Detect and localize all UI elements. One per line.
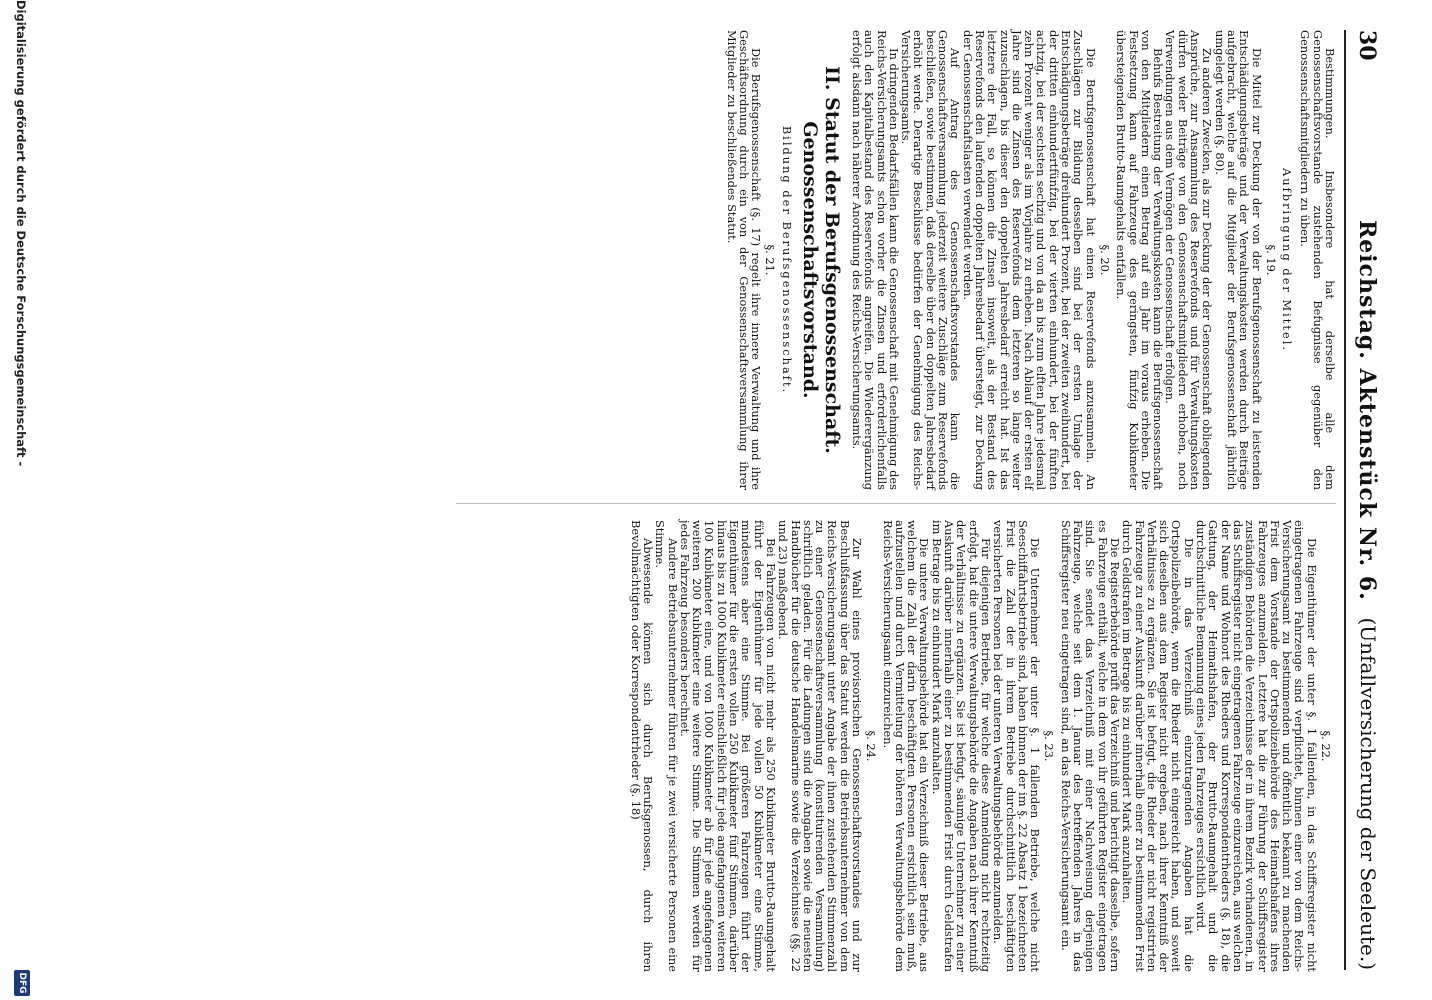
paragraph-number: §. 23.: [1042, 730, 1057, 762]
paragraph: Bei Fahrzeugen von nicht mehr als 250 Kubikmeter Brutto-Raumgehalt führt der Eigenthümer für jede vollen 50 Kubikmeter eine Stimme, mindestens aber eine Stimme. Bei größeren Fahrzeugen führt der Eigenthümer für die ersten vollen 250 Kubikmeter fünf Stimmen, darüber hinaus bis zu 1000 Kubikmeter einschließlich für jede angefangenen weiteren 100 Kubikmeter eine, und von 1000 Kubikmeter ab für jede angefangenen weiteren 200 Kubikmeter eine weitere Stimme. Die Stimmen werden für jedes Fahrzeug besonders berechnet.: [677, 520, 778, 972]
section-heading: Bildung der Berufsgenossenschaft.: [779, 125, 794, 395]
paragraph: Zur Wahl eines provisorischen Genossenschaftsvorstandes und zur Beschlußfassung über das Statut werden die Betriebsunternehmer von dem Reichs-Versicherungsamt unter Angabe der ihnen zustehenden Stimmenzahl zu einer Genossenschaftsversammlung (konstituirenden Versammlung) schriftlich geladen. Für die Ladungen sind die Angaben sowie die neuesten Handbücher für die deutsche Handelsmarine sowie die Verzeichnisse (§§. 22 und 23) maßgebend.: [776, 520, 865, 972]
chapter-heading: II. Statut der Berufsgenossenschaft. Genossenschaftsvorstand.: [798, 66, 843, 454]
paragraph: In dringenden Bedarfsfällen kann die Genossenschaft mit Genehmigung des Reichs-Versicherungsamts schon vorher die Zinsen und erforderlichenfalls auch den Kapitalbestand des Reservefonds angreifen. Die Wiederergänzung erfolgt alsdann nach näherer Anordnung des Reichs-Versicherungsamts.: [850, 30, 901, 490]
paragraph-number: §. 19.: [1263, 244, 1278, 276]
paragraph: Die untere Verwaltungsbehörde hat ein Verzeichniß dieser Betriebe, aus welchem die Zahl der darin beschäftigten Personen ersichtlich sein muß, aufzustellen und durch Vermittelung der höheren Verwaltungsbehörde dem Reichs-Versicherungsamt einzureichen.: [880, 520, 932, 972]
paragraph: Die in das Verzeichniß einzutragenden Angaben hat die Ortspolizeibehörde, wenn die Rheder nicht eingereicht haben, und soweit sich dieselben aus dem Register nicht ergeben, nach ihrer Kenntniß der Verhältnisse zu ergänzen. Sie ist befugt, die Rheder der nicht registrirten Fahrzeuge zu einer Auskunft darüber innerhalb einer zu bestimmenden Frist durch Geldstrafen im Betrage bis zu einhundert Mark anzuhalten.: [1120, 520, 1196, 972]
page-subtitle: (Unfallversicherung der Seeleute.): [1356, 617, 1380, 970]
page-header: [1344, 30, 1380, 970]
paragraph-number: §. 24.: [864, 730, 879, 762]
digitization-note: Digitalisierung gefördert durch die Deutsche Forschungsgemeinschaft -: [14, 0, 28, 467]
paragraph: Behufs Bestreitung der Verwaltungskosten kann die Berufsgenossenschaft von den Mitgliedern einen Betrag auf ein Jahr im voraus erheben. Die Festsetzung kann auf Fahrzeuge des geringsten, fünfzig Kubikmeter übersteigenden Brutto-Raumgehalts entfallen.: [1114, 30, 1166, 490]
dfg-logo-icon: DFG: [14, 970, 30, 996]
paragraph: Die Berufsgenossenschaft hat einen Reservefonds anzusammeln. An Zuschlägen zur Bildung desselben sind bei der ersten Umlage der Entschädigungsbeträge dreihundert Prozent, bei der zweiten zweihundert, bei der dritten einhundertfünfzig, bei der vierten einhundert, bei der fünften achtzig, bei der sechsten sechzig und von da an bis zum elften Jahre jedesmal zehn Prozent weniger als im Vorjahre zu erheben. Nach Ablauf der ersten elf Jahre sind die Zinsen des Reservefonds dem letzteren so lange weiter zuzuschlagen, bis dieser den doppelten Jahresbedarf erreicht hat. Ist das letztere der Fall, so können die Zinsen insoweit, als der Bestand des Reservefonds den laufenden doppelten Jahresbedarf übersteigt, zur Deckung der Genossenschaftslasten verwendet werden.: [960, 30, 1098, 490]
paragraph: Für diejenigen Betriebe, für welche diese Anmeldung nicht rechtzeitig erfolgt, hat die untere Verwaltungsbehörde die Angaben nach ihrer Kenntniß der Verhältnisse zu ergänzen. Sie ist befugt, säumige Unternehmer zu einer Auskunft darüber innerhalb einer zu bestimmenden Frist durch Geldstrafen im Betrage bis zu einhundert Mark anzuhalten.: [929, 520, 993, 972]
left-column: [725, 30, 1336, 490]
paragraph: Die Mittel zur Deckung der von der Berufsgenossenschaft zu leistenden Entschädigungsbeträge und der Verwaltungskosten werden durch Beiträge aufgebracht, welche auf die Mitglieder der Berufsgenossenschaft jährlich umgelegt werden (§. 80).: [1212, 30, 1264, 490]
page-footer: [0, 0, 34, 1000]
column-divider: [456, 503, 1336, 504]
paragraph: Abwesende können sich durch Berufsgenossen, durch ihren Bevollmächtigten oder Korrespondentrheder (§. 18): [628, 520, 655, 972]
paragraph: Die Unternehmer der unter §. 1 fallenden Betriebe, welche nicht Seeschiffahrtsbetriebe sind, haben binnen der im §. 22 Absatz 1 bezeichneten Frist die Zahl der in ihrem Betriebe durchschnittlich beschäftigten versicherten Personen bei der unteren Verwaltungsbehörde anzumelden.: [991, 520, 1043, 972]
paragraph-number: §. 21.: [763, 244, 778, 276]
section-heading: Aufbringung der Mittel.: [1280, 168, 1295, 352]
page-number: 30: [1354, 30, 1380, 61]
paragraph: Die Berufsgenossenschaft (§. 17) regelt ihre innere Verwaltung und ihre Geschäftsordnung durch ein von der Genossenschaftsversammlung ihrer Mitglieder zu beschließendes Statut.: [724, 30, 764, 490]
paragraph: Die Eigenthümer der unter §. 1 fallenden, in das Schiffsregister nicht eingetragenen Fahrzeuge sind verpflichtet, binnen einer von dem Reichs-Versicherungsamt zu bestimmenden und öffentlich bekannt zu machenden Frist dem Vorstande der Ortspolizeibehörde des Heimathshafens ihres Fahrzeuges anzumelden. Letztere hat die zur Führung der Schiffsregister zuständigen Behörden die Verzeichnisse der in ihrem Bezirk vorhandenen, in das Schiffsregister nicht eingetragenen Fahrzeuge einzureichen, aus welchen der Name und Wohnort des Rheders und Korrespondentrheders (§. 18), die Gattung, der Heimathshafen, der Brutto-Raumgehalt und die durchschnittliche Bemannung eines jeden Fahrzeuges ersichtlich wird.: [1194, 520, 1319, 972]
paragraph: Auf Antrag des Genossenschaftsvorstandes kann die Genossenschaftsversammlung jederzeit weitere Zuschläge zum Reservefonds beschließen, sowie bestimmen, daß derselbe über den doppelten Jahresbedarf erhöht werde. Derartige Beschlüsse bedürfen der Genehmigung des Reichs-Versicherungsamts.: [899, 30, 963, 490]
paragraph: Andere Betriebsunternehmer führen für je zwei versicherte Personen eine Stimme.: [653, 520, 680, 972]
page-title: Reichstag. Aktenstück Nr. 6.: [1354, 220, 1380, 601]
paragraph: Die Registerbehörde prüft das Verzeichniß und berichtigt dasselbe, sofern es Fahrzeuge enthält, welche in dem von ihr geführten Register eingetragen sind. Sie sendet das Verzeichniß mit einer Nachweisung derjenigen Fahrzeuge, welche seit dem 1. Januar des betreffenden Jahres in das Schiffsregister neu eingetragen sind, an das Reichs-Versicherungsamt ein.: [1058, 520, 1122, 972]
right-column: [629, 520, 1336, 972]
paragraph-number: §. 20.: [1097, 244, 1112, 276]
paragraph: Bestimmungen. Insbesondere hat derselbe alle dem Genossenschaftsvorstande zustehenden Befugnisse gegenüber den Genossenschaftsmitgliedern zu üben.: [1298, 30, 1337, 490]
paragraph-number: §. 22.: [1319, 730, 1333, 762]
paragraph: Zu anderen Zwecken, als zur Deckung der der Genossenschaft obliegenden Ansprüche, zur Ansammlung des Reservefonds und für Verwaltungskosten dürfen weder Beiträge von den Genossenschaftsmitgliedern erhoben, noch Verwendungen aus dem Vermögen der Genossenschaft erfolgen.: [1163, 30, 1215, 490]
